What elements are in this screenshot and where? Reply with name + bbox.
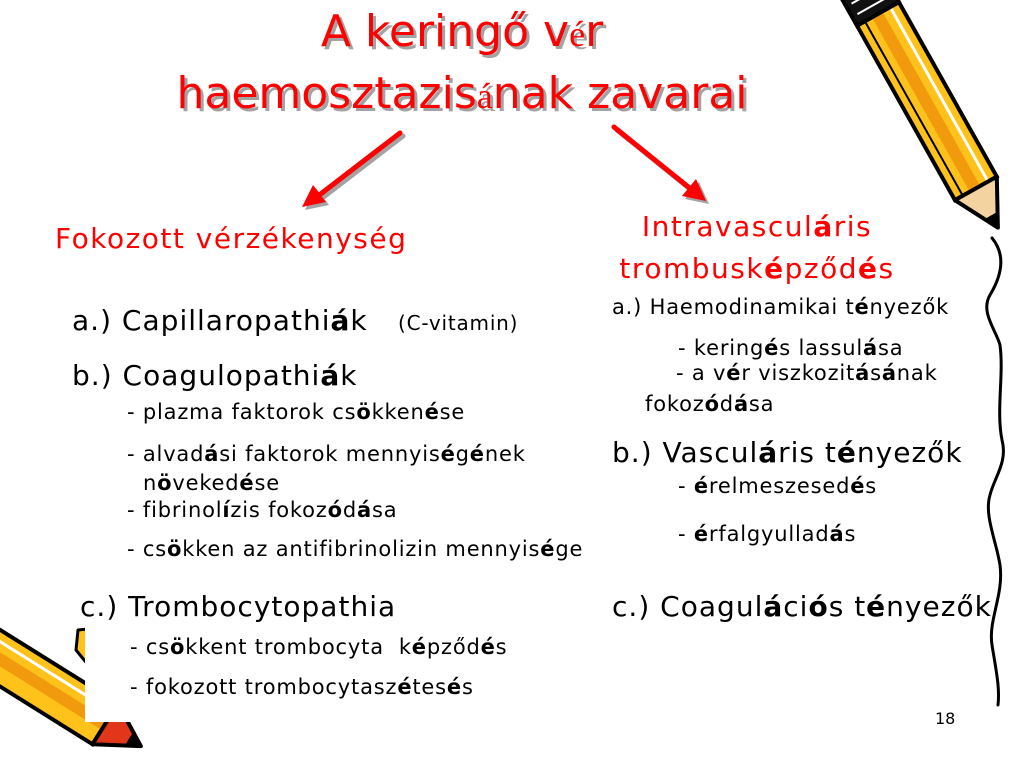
accented-glyph: ö — [356, 400, 372, 424]
arrow-shaft — [614, 127, 692, 190]
accented-glyph: ö — [166, 537, 183, 561]
left-a-note: (C-vitamin) — [398, 311, 519, 335]
accented-glyph: é — [446, 675, 462, 699]
accented-glyph: é — [480, 635, 496, 659]
accented-glyph: é — [857, 252, 879, 285]
left-c-label: c.) Trombocytopathia — [80, 590, 397, 623]
accented-glyph: ó — [808, 590, 829, 623]
accented-glyph: é — [424, 400, 440, 424]
accented-glyph: ó — [327, 498, 343, 522]
left-b-item: - csökken az antifibrinolizin mennyisége — [127, 537, 584, 561]
accented-glyph: é — [836, 436, 857, 469]
accented-glyph: é — [440, 442, 456, 466]
left-a-label: a.) Capillaropathiák — [72, 304, 368, 337]
right-a-label: a.) Haemodinamikai tényezők — [612, 295, 950, 319]
right-b-item: - érelmeszesedés — [678, 474, 878, 498]
accented-glyph: é — [239, 471, 255, 495]
accented-glyph: é — [726, 361, 742, 385]
accented-glyph: á — [763, 590, 784, 623]
slide-title-line-1: A keringő vér — [320, 6, 604, 57]
right-c-label: c.) Coagulációs tényezők — [612, 590, 992, 623]
accented-glyph: á — [758, 436, 779, 469]
accented-glyph: é — [764, 252, 785, 285]
accented-glyph: á — [476, 76, 493, 116]
right-b-item: - érfalgyulladás — [678, 522, 857, 546]
accented-glyph: é — [540, 537, 556, 561]
arrow-left-branch — [302, 133, 403, 210]
accented-glyph: ó — [704, 392, 720, 416]
accented-glyph: á — [330, 304, 351, 337]
accented-glyph: ö — [157, 471, 173, 495]
squiggle-line — [987, 238, 1004, 705]
left-b-item: - fibrinolízis fokozódása — [127, 498, 398, 522]
accented-glyph: é — [411, 635, 427, 659]
right-b-label: b.) Vasculáris tényezők — [612, 436, 963, 469]
accented-glyph: í — [222, 498, 231, 522]
right-a-item: - keringés lassulása — [678, 336, 904, 360]
accented-glyph: ö — [169, 635, 186, 659]
right-branch-heading-line-2: trombusképződés — [619, 252, 895, 285]
accented-glyph: á — [813, 210, 834, 243]
right-branch-heading-line-1: Intravasculáris — [641, 210, 873, 243]
page-number: 18 — [935, 709, 956, 728]
right-a-item-continuation: fokozódása — [645, 392, 775, 416]
accented-glyph: á — [881, 361, 897, 385]
arrow-shaft — [318, 133, 400, 196]
arrow-right-branch — [614, 127, 709, 204]
accented-glyph: á — [855, 361, 871, 385]
left-c-item: - fokozott trombocytaszétesés — [130, 675, 474, 699]
left-b-item-continuation: növekedése — [143, 471, 280, 495]
left-b-item: - plazma faktorok csökkenése — [127, 400, 466, 424]
left-branch-heading: Fokozott vérzékenység — [55, 222, 408, 255]
white-mask-box — [85, 622, 130, 722]
left-c-item: - csökkent trombocyta képződés — [130, 635, 508, 659]
accented-glyph: á — [863, 336, 879, 360]
accented-glyph: é — [693, 522, 709, 546]
accented-glyph: é — [764, 336, 780, 360]
slide-title-line-2: haemosztazisának zavarai — [176, 68, 748, 119]
accented-glyph: é — [693, 474, 709, 498]
accented-glyph: é — [469, 442, 485, 466]
accented-glyph: é — [854, 295, 870, 319]
accented-glyph: é — [850, 474, 866, 498]
accented-glyph: á — [733, 392, 749, 416]
accented-glyph: é — [397, 675, 413, 699]
accented-glyph: á — [829, 522, 845, 546]
accented-glyph: á — [204, 442, 220, 466]
right-a-item: - a vér viszkozitásának — [676, 361, 938, 385]
accented-glyph: é — [866, 590, 887, 623]
left-b-item: - alvadási faktorok mennyiségének — [127, 442, 526, 466]
accented-glyph: á — [357, 498, 372, 522]
accented-glyph: é — [569, 14, 586, 54]
left-b-label: b.) Coagulopathiák — [72, 359, 358, 392]
accented-glyph: á — [320, 359, 341, 392]
